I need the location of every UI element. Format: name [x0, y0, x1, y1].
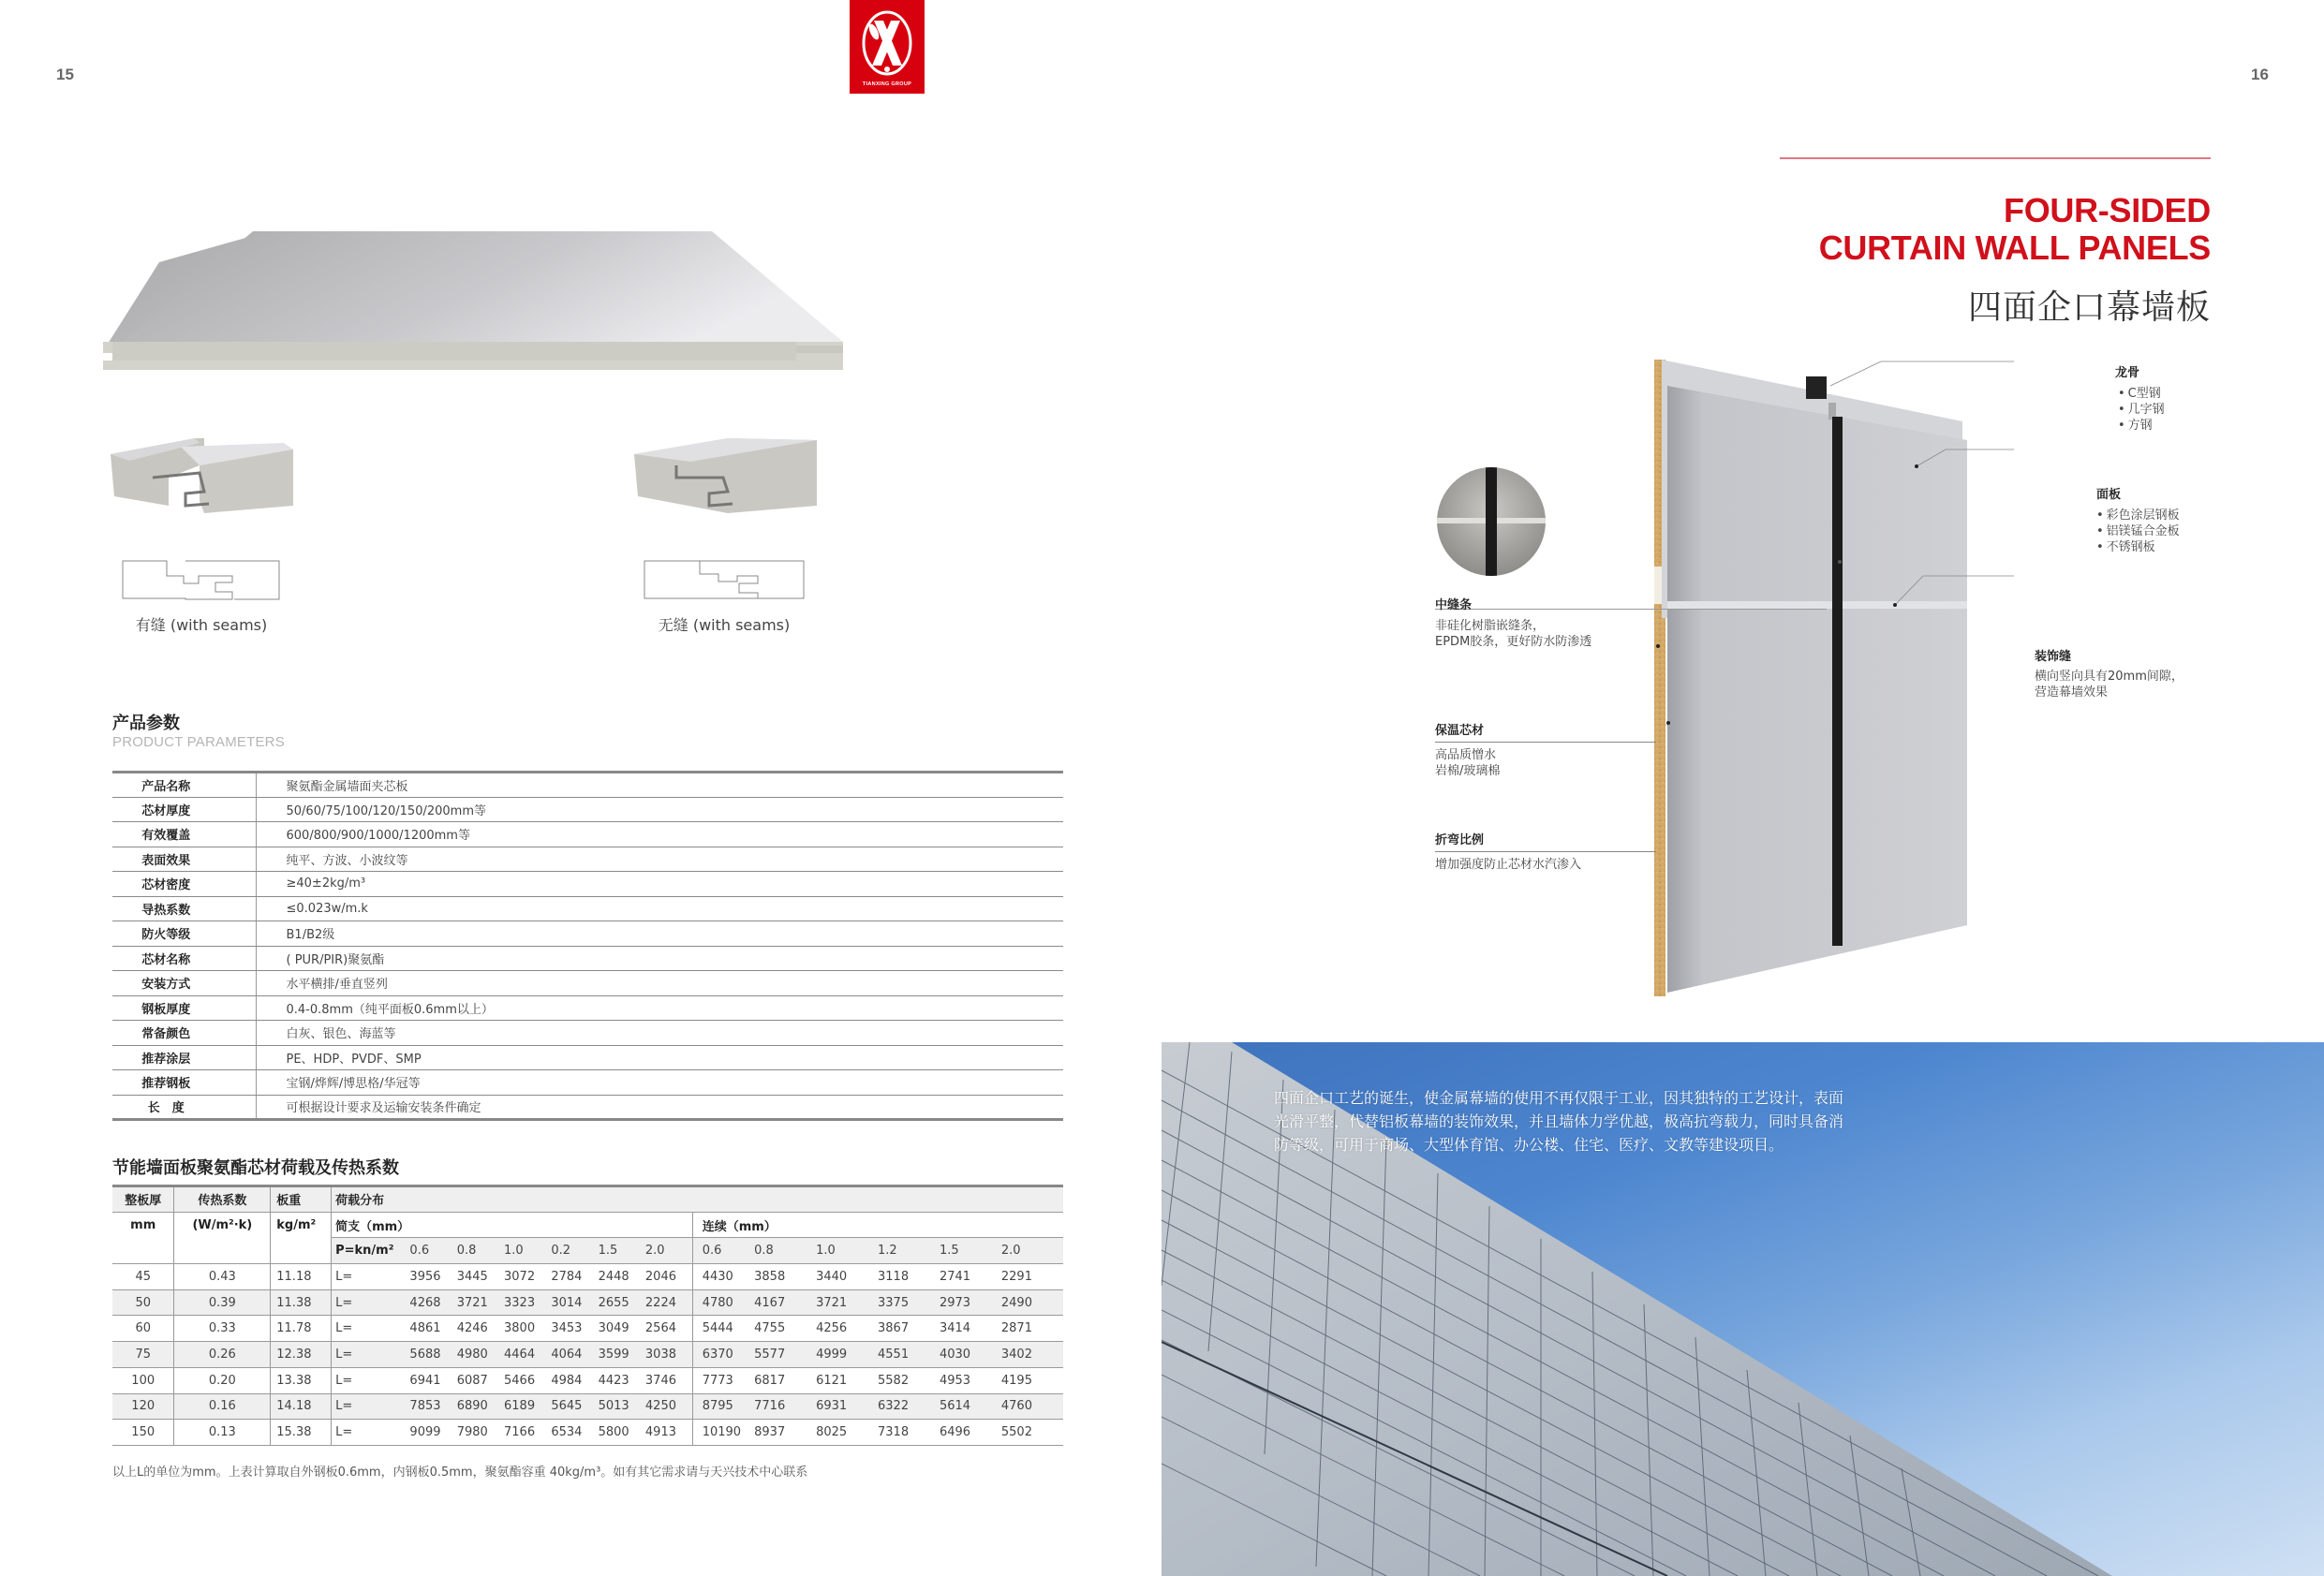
continuous-span-cell: 3867 [878, 1316, 940, 1342]
panel-without-seams-image [634, 435, 822, 520]
load-value: 0.6 [692, 1238, 754, 1264]
callout-insulation-line-1: 高品质憎水 [1435, 748, 1497, 762]
simple-span-cell: 4246 [457, 1316, 504, 1342]
callout-insulation-line-2: 岩棉/玻璃棉 [1435, 764, 1501, 778]
simple-span-cell: 4861 [409, 1316, 456, 1342]
simple-span-cell: 2784 [551, 1264, 598, 1290]
load-value: 1.0 [816, 1238, 878, 1264]
product-params-table [112, 771, 1063, 1121]
callout-bend-rule [1435, 851, 1656, 852]
continuous-span-cell: 6322 [878, 1393, 940, 1420]
title-divider [1780, 157, 2211, 159]
simple-span-cell: 5466 [504, 1367, 551, 1393]
u-value-cell: 0.33 [174, 1316, 271, 1342]
simple-span-cell: 5013 [599, 1393, 645, 1420]
callout-face-panel [2014, 484, 2181, 555]
continuous-span-cell: 3118 [878, 1264, 940, 1290]
simple-span-cell: 2224 [645, 1289, 692, 1316]
param-row [112, 921, 1063, 947]
page-number-left: 15 [56, 66, 74, 83]
param-value: 水平横排/垂直竖列 [256, 971, 1063, 996]
continuous-span-cell: 7716 [754, 1393, 816, 1420]
param-key: 芯材厚度 [112, 797, 256, 822]
param-key: 长 度 [112, 1095, 256, 1120]
load-value: 0.2 [551, 1238, 598, 1264]
continuous-span-cell: 3402 [1001, 1342, 1063, 1368]
seam-detail-circle [1435, 465, 1547, 578]
continuous-span-cell: 4760 [1001, 1393, 1063, 1420]
simple-span-cell: 4913 [645, 1420, 692, 1446]
param-row [112, 773, 1063, 798]
title-en-line-1: FOUR-SIDED [2004, 191, 2211, 229]
callout-mid-strip-line-1: 非硅化树脂嵌缝条， [1435, 619, 1546, 633]
u-value-cell: 0.13 [174, 1420, 271, 1446]
page-number-right: 16 [2251, 66, 2269, 83]
load-table [112, 1185, 1063, 1446]
simple-span-cell: 3323 [504, 1289, 551, 1316]
weight-cell: 11.18 [271, 1264, 332, 1290]
load-value: 2.0 [1001, 1238, 1063, 1264]
callout-deco-seam [2035, 646, 2184, 700]
continuous-span-cell: 7318 [878, 1420, 940, 1446]
continuous-span-cell: 2741 [940, 1264, 1001, 1290]
load-value: 1.5 [940, 1238, 1001, 1264]
param-row [112, 946, 1063, 971]
simple-span-cell: 6534 [551, 1420, 598, 1446]
weight-cell: 11.38 [271, 1289, 332, 1316]
simple-span-cell: 6941 [409, 1367, 456, 1393]
simple-span-cell: 3956 [409, 1264, 456, 1290]
thickness-cell: 120 [112, 1393, 174, 1420]
simple-span-cell: 6189 [504, 1393, 551, 1420]
header-u-unit: (W/m²·k) [174, 1212, 271, 1238]
param-value: 0.4-0.8mm（纯平面板0.6mm以上） [256, 995, 1063, 1021]
continuous-span-cell: 4551 [878, 1342, 940, 1368]
tianxing-logo [850, 0, 925, 94]
param-key: 表面效果 [112, 847, 256, 872]
simple-span-cell: 2655 [599, 1289, 645, 1316]
simple-span-cell: 9099 [409, 1420, 456, 1446]
continuous-span-cell: 4167 [754, 1289, 816, 1316]
param-key: 常备颜色 [112, 1021, 256, 1046]
simple-span-cell: 7980 [457, 1420, 504, 1446]
continuous-span-cell: 2291 [1001, 1264, 1063, 1290]
logo-mark-icon [861, 7, 913, 79]
callout-deco-seam-line-1: 横向竖向具有20mm间隙， [2035, 670, 2183, 684]
continuous-span-cell: 3858 [754, 1264, 816, 1290]
seam-profile-without-seams [644, 559, 805, 601]
thickness-cell: 75 [112, 1342, 174, 1368]
callout-face-panel-title: 面板 [2096, 488, 2122, 502]
param-key: 产品名称 [112, 773, 256, 798]
param-value: 聚氨酯金属墙面夹芯板 [256, 773, 1063, 798]
callout-deco-seam-title: 装饰缝 [2035, 650, 2072, 664]
logo-text: TIANXING GROUP [862, 81, 912, 87]
param-row [112, 1070, 1063, 1096]
param-key: 安装方式 [112, 971, 256, 996]
param-row [112, 797, 1063, 822]
simple-span-cell: 3049 [599, 1316, 645, 1342]
continuous-span-cell: 8025 [816, 1420, 878, 1446]
param-value: B1/B2级 [256, 921, 1063, 947]
param-key: 导热系数 [112, 896, 256, 921]
param-key: 芯材名称 [112, 946, 256, 971]
bullet-item: • 几字钢 [2118, 402, 2181, 418]
simple-span-cell: 6890 [457, 1393, 504, 1420]
param-value: 可根据设计要求及运输安装条件确定 [286, 1101, 481, 1116]
simple-span-cell: 3038 [645, 1342, 692, 1368]
simple-span-cell: 3014 [551, 1289, 598, 1316]
param-key: 芯材密度 [112, 872, 256, 897]
param-key: 有效覆盖 [112, 822, 256, 847]
load-table-row [112, 1342, 1063, 1368]
curtain-wall-diagram [1630, 346, 2014, 1021]
continuous-span-cell: 6121 [816, 1367, 878, 1393]
simple-span-cell: 2564 [645, 1316, 692, 1342]
param-value: PE、HDP、PVDF、SMP [256, 1045, 1063, 1070]
header-simple-span: 简支（mm） [332, 1212, 693, 1238]
load-value: 2.0 [645, 1238, 692, 1264]
continuous-span-cell: 4430 [692, 1264, 754, 1290]
bullet-item: • 铝镁锰合金板 [2096, 523, 2181, 539]
simple-span-cell: 7166 [504, 1420, 551, 1446]
u-value-cell: 0.39 [174, 1289, 271, 1316]
title-en-line-2: CURTAIN WALL PANELS [1818, 228, 2211, 267]
thickness-cell: 100 [112, 1367, 174, 1393]
simple-span-cell: 4250 [645, 1393, 692, 1420]
header-p-label: P=kn/m² [332, 1238, 410, 1264]
continuous-span-cell: 4755 [754, 1316, 816, 1342]
param-value: 白灰、银色、海蓝等 [256, 1021, 1063, 1046]
weight-cell: 12.38 [271, 1342, 332, 1368]
callout-mid-strip-line-2: EPDM胶条，更好防水防渗透 [1435, 635, 1592, 649]
param-key: 推荐钢板 [112, 1070, 256, 1096]
header-thickness-unit: mm [112, 1212, 174, 1238]
thickness-cell: 60 [112, 1316, 174, 1342]
param-row [112, 1045, 1063, 1070]
load-value: 0.8 [754, 1238, 816, 1264]
page-title-en [1819, 192, 2211, 267]
span-label-cell: L= [332, 1316, 410, 1342]
callout-keel-title: 龙骨 [2114, 366, 2139, 380]
continuous-span-cell: 6817 [754, 1367, 816, 1393]
continuous-span-cell: 5614 [940, 1393, 1001, 1420]
seam-label-with-seams: 有缝 (with seams) [135, 616, 268, 634]
continuous-span-cell: 7773 [692, 1367, 754, 1393]
span-label-cell: L= [332, 1289, 410, 1316]
params-title-en: PRODUCT PARAMETERS [112, 734, 285, 750]
span-label-cell: L= [332, 1342, 410, 1368]
param-row [112, 1021, 1063, 1046]
params-title-cn: 产品参数 [112, 714, 180, 733]
callout-mid-strip [1435, 595, 1660, 650]
weight-cell: 14.18 [271, 1393, 332, 1420]
load-table-footnote: 以上L的单位为mm。上表计算取自外钢板0.6mm，内钢板0.5mm，聚氨酯容重 40kg/m³。如有其它需求请与天兴技术中心联系 [112, 1466, 808, 1480]
continuous-span-cell: 4780 [692, 1289, 754, 1316]
param-value: ≥40±2kg/m³ [256, 872, 1063, 897]
simple-span-cell: 2046 [645, 1264, 692, 1290]
header-continuous: 连续（mm） [692, 1212, 1063, 1238]
simple-span-cell: 5688 [409, 1342, 456, 1368]
header-weight-unit: kg/m² [271, 1212, 332, 1238]
bullet-item: • 彩色涂层钢板 [2096, 508, 2181, 523]
continuous-span-cell: 3721 [816, 1289, 878, 1316]
continuous-span-cell: 4999 [816, 1342, 878, 1368]
simple-span-cell: 5645 [551, 1393, 598, 1420]
thickness-cell: 45 [112, 1264, 174, 1290]
seam-profile-with-seams [122, 559, 281, 601]
load-value: 0.8 [457, 1238, 504, 1264]
continuous-span-cell: 2973 [940, 1289, 1001, 1316]
span-label-cell: L= [332, 1420, 410, 1446]
load-table-row [112, 1367, 1063, 1393]
continuous-span-cell: 3440 [816, 1264, 878, 1290]
bullet-item: • 方钢 [2118, 418, 2181, 434]
continuous-span-cell: 8795 [692, 1393, 754, 1420]
span-label-cell: L= [332, 1367, 410, 1393]
weight-cell: 15.38 [271, 1420, 332, 1446]
continuous-span-cell: 3414 [940, 1316, 1001, 1342]
continuous-span-cell: 4195 [1001, 1367, 1063, 1393]
continuous-span-cell: 2490 [1001, 1289, 1063, 1316]
load-table-row [112, 1420, 1063, 1446]
continuous-span-cell: 8937 [754, 1420, 816, 1446]
param-key: 推荐涂层 [112, 1045, 256, 1070]
param-row [112, 872, 1063, 897]
load-table-title: 节能墙面板聚氨酯芯材荷载及传热系数 [112, 1158, 399, 1178]
load-value: 1.0 [504, 1238, 551, 1264]
continuous-span-cell: 10190 [692, 1420, 754, 1446]
callout-deco-seam-line-2: 营造幕墙效果 [2035, 685, 2109, 700]
simple-span-cell: 4984 [551, 1367, 598, 1393]
param-value: ( PUR/PIR)聚氨酯 [256, 946, 1063, 971]
callout-bend [1435, 830, 1656, 873]
callout-keel [2014, 362, 2181, 434]
simple-span-cell: 4423 [599, 1367, 645, 1393]
simple-span-cell: 5800 [599, 1420, 645, 1446]
seam-label-without-seams: 无缝 (with seams) [658, 616, 791, 634]
param-row [112, 847, 1063, 872]
simple-span-cell: 7853 [409, 1393, 456, 1420]
u-value-cell: 0.20 [174, 1367, 271, 1393]
weight-cell: 13.38 [271, 1367, 332, 1393]
simple-span-cell: 6087 [457, 1367, 504, 1393]
page-title-cn: 四面企口幕墙板 [1967, 288, 2211, 327]
simple-span-cell: 2448 [599, 1264, 645, 1290]
simple-span-cell: 4268 [409, 1289, 456, 1316]
panel-with-seams-image [111, 435, 298, 520]
callout-insulation [1435, 720, 1656, 779]
load-value: 1.2 [878, 1238, 940, 1264]
param-key: 防火等级 [112, 921, 256, 947]
param-row [112, 1095, 1063, 1120]
param-row [112, 822, 1063, 847]
simple-span-cell: 4064 [551, 1342, 598, 1368]
product-description: 四面企口工艺的诞生，使金属幕墙的使用不再仅限于工业，因其独特的工艺设计，表面光滑平整，代替铝板幕墙的装饰效果，并且墙体力学优越，极高抗弯载力，同时具备消防等级，可用于商场、大型体育馆、办公楼、住宅、医疗、文教等建设项目。 [1274, 1089, 1844, 1154]
load-table-row [112, 1289, 1063, 1316]
param-value: 600/800/900/1000/1200mm等 [256, 822, 1063, 847]
param-value: 50/60/75/100/120/150/200mm等 [256, 797, 1063, 822]
simple-span-cell: 3746 [645, 1367, 692, 1393]
panel-3d-image [103, 229, 852, 370]
param-value: ≤0.023w/m.k [256, 896, 1063, 921]
header-weight: 板重 [271, 1186, 332, 1213]
simple-span-cell: 4980 [457, 1342, 504, 1368]
header-thickness: 整板厚 [112, 1186, 174, 1213]
header-load-distribution: 荷载分布 [332, 1186, 1063, 1213]
callout-bend-title: 折弯比例 [1435, 833, 1485, 847]
thickness-cell: 50 [112, 1289, 174, 1316]
callout-bend-line-1: 增加强度防止芯材水汽渗入 [1435, 858, 1582, 872]
param-key: 钢板厚度 [112, 995, 256, 1021]
u-value-cell: 0.26 [174, 1342, 271, 1368]
load-table-row [112, 1264, 1063, 1290]
weight-cell: 11.78 [271, 1316, 332, 1342]
continuous-span-cell: 2871 [1001, 1316, 1063, 1342]
param-row [112, 896, 1063, 921]
callout-insulation-rule [1435, 742, 1656, 743]
span-label-cell: L= [332, 1393, 410, 1420]
continuous-span-cell: 6931 [816, 1393, 878, 1420]
load-value: 1.5 [599, 1238, 645, 1264]
continuous-span-cell: 3375 [878, 1289, 940, 1316]
simple-span-cell: 3599 [599, 1342, 645, 1368]
span-label-cell: L= [332, 1264, 410, 1290]
callout-insulation-title: 保温芯材 [1435, 724, 1485, 738]
thickness-cell: 150 [112, 1420, 174, 1446]
simple-span-cell: 3072 [504, 1264, 551, 1290]
header-u-value: 传热系数 [174, 1186, 271, 1213]
param-value: 宝钢/烨辉/博思格/华冠等 [256, 1070, 1063, 1096]
load-table-row [112, 1316, 1063, 1342]
simple-span-cell: 3453 [551, 1316, 598, 1342]
continuous-span-cell: 6370 [692, 1342, 754, 1368]
continuous-span-cell: 5582 [878, 1367, 940, 1393]
continuous-span-cell: 5444 [692, 1316, 754, 1342]
simple-span-cell: 3800 [504, 1316, 551, 1342]
continuous-span-cell: 4953 [940, 1367, 1001, 1393]
simple-span-cell: 4464 [504, 1342, 551, 1368]
param-row [112, 995, 1063, 1021]
u-value-cell: 0.43 [174, 1264, 271, 1290]
callout-mid-strip-title: 中缝条 [1435, 598, 1473, 612]
load-table-row [112, 1393, 1063, 1420]
simple-span-cell: 3445 [457, 1264, 504, 1290]
continuous-span-cell: 6496 [940, 1420, 1001, 1446]
param-value: 纯平、方波、小波纹等 [256, 847, 1063, 872]
bullet-item: • C型钢 [2118, 386, 2181, 402]
u-value-cell: 0.16 [174, 1393, 271, 1420]
load-value: 0.6 [409, 1238, 456, 1264]
param-row [112, 971, 1063, 996]
simple-span-cell: 3721 [457, 1289, 504, 1316]
bullet-item: • 不锈钢板 [2096, 539, 2181, 555]
continuous-span-cell: 5502 [1001, 1420, 1063, 1446]
continuous-span-cell: 5577 [754, 1342, 816, 1368]
continuous-span-cell: 4256 [816, 1316, 878, 1342]
continuous-span-cell: 4030 [940, 1342, 1001, 1368]
